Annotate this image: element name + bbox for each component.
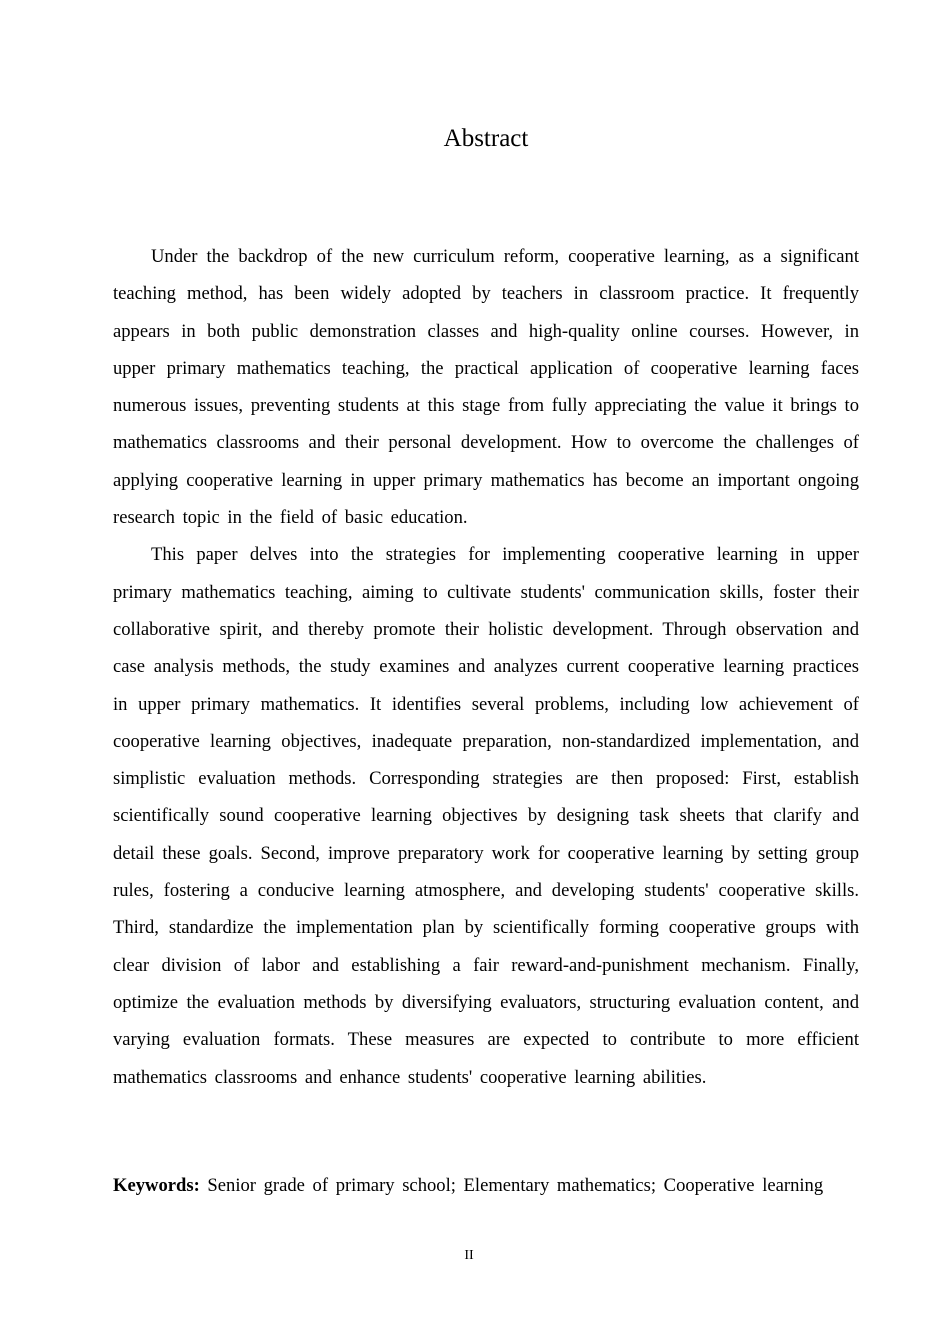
abstract-paragraph-2: This paper delves into the strategies for implementing cooperative learning in upper primary mathematics teaching, aiming to cultivate students' communication skills, foster their collaborative spirit, and thereby promote their holistic development. Through observation and case analysis methods, the study examines and analyzes current cooperative learning practices in upper primary mathematics. It identifies several problems, including low achievement of cooperative learning objectives, inadequate preparation, non-standardized implementation, and simplistic evaluation methods. Corresponding strategies are then proposed: First, establish scientifically sound cooperative learning objectives by designing task sheets that clarify and detail these goals. Second, improve preparatory work for cooperative learning by setting group rules, fostering a conducive learning atmosphere, and developing students' cooperative skills. Third, standardize the implementation plan by scientifically forming cooperative groups with clear division of labor and establishing a fair reward-and-punishment mechanism. Finally, optimize the evaluation methods by diversifying evaluators, structuring evaluation content, and varying evaluation formats. These measures are expected to contribute to more efficient mathematics classrooms and enhance students' cooperative learning abilities. xyxy=(113,544,859,1088)
page-title: Abstract xyxy=(443,125,529,152)
keywords-label: Keywords: xyxy=(113,1175,200,1196)
keywords-text: Senior grade of primary school; Elementary mathematics; Cooperative learning xyxy=(207,1175,824,1196)
page-number: II xyxy=(464,1248,474,1263)
keywords-line xyxy=(113,1168,859,1204)
abstract-paragraph-1: Under the backdrop of the new curriculum reform, cooperative learning, as a significant teaching method, has been widely adopted by teachers in classroom practice. It frequently appears in both public demonstration classes and high-quality online courses. However, in upper primary mathematics teaching, the practical application of cooperative learning faces numerous issues, preventing students at this stage from fully appreciating the value it brings to mathematics classrooms and their personal development. How to overcome the challenges of applying cooperative learning in upper primary mathematics has become an important ongoing research topic in the field of basic education. xyxy=(113,246,859,529)
abstract-body xyxy=(113,238,859,1096)
